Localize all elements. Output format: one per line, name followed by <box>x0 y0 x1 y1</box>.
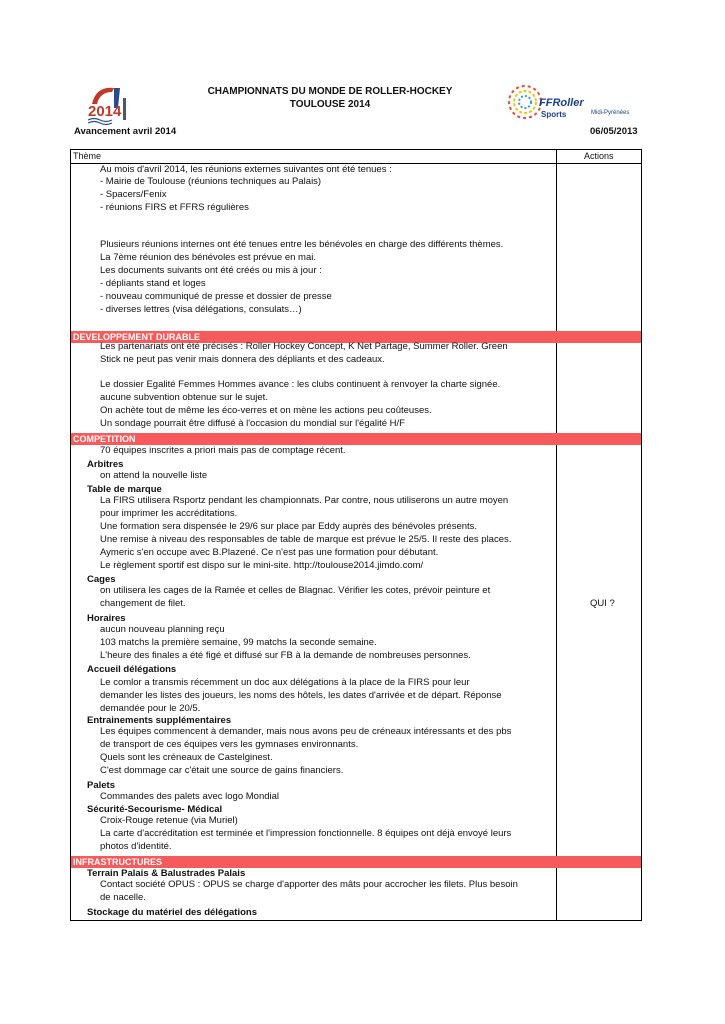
text-line: La carte d'accréditation est terminée et l'impression fonctionnelle. 8 équipes ont déjà envoyé leurs <box>100 828 512 839</box>
svg-text:Midi-Pyrénées: Midi-Pyrénées <box>591 110 630 116</box>
subsection-palets: Palets <box>87 780 115 791</box>
text-line: Croix-Rouge retenue (via Muriel) <box>100 815 238 826</box>
championship-2014-logo <box>84 82 134 128</box>
text-line: Stick ne peut pas venir mais donnera des dépliants et des cadeaux. <box>100 354 385 365</box>
text-line: Les équipes commencent à demander, mais nous avons peu de créneaux intéressants et des pbs <box>100 726 512 737</box>
section-header-competition: COMPETITION <box>71 433 641 445</box>
text-line: Une remise à niveau des responsables de table de marque est prévue le 25/5. Il reste des places. <box>100 534 512 545</box>
subsection-arbitres: Arbitres <box>87 459 124 470</box>
text-line: - nouveau communiqué de presse et dossier de presse <box>100 291 332 302</box>
text-line: Le comlor a transmis récemment un doc aux délégations à la place de la FIRS pour leur <box>100 677 470 688</box>
text-line: Les partenariats ont été précisés : Roller Hockey Concept, K Net Partage, Summer Roller. Green <box>100 341 508 352</box>
subsection-horaires: Horaires <box>87 613 126 624</box>
subsection-securite: Sécurité-Secourisme- Médical <box>87 804 223 815</box>
text-line: Aymeric s'en occupe avec B.Plazené. Ce n'est pas une formation pour débutant. <box>100 547 439 558</box>
svg-text:Sports: Sports <box>541 110 567 119</box>
text-line: 70 équipes inscrites a priori mais pas de comptage récent. <box>100 445 346 456</box>
text-line: Une formation sera dispensée le 29/6 sur place par Eddy auprès des bénévoles présents. <box>100 521 478 532</box>
theme-column-header: Thème <box>73 151 102 161</box>
subsection-accueil-delegations: Accueil délégations <box>87 664 177 675</box>
subsection-cages: Cages <box>87 574 116 585</box>
text-line: - réunions FIRS et FFRS régulières <box>100 202 249 213</box>
subsection-table-de-marque: Table de marque <box>87 484 162 495</box>
table-header-row <box>71 150 641 164</box>
text-line: demandée pour le 20/5. <box>100 703 201 714</box>
text-line: 103 matchs la première semaine, 99 matchs la seconde semaine. <box>100 637 377 648</box>
svg-text:2014: 2014 <box>88 103 122 120</box>
doc-title-line1: CHAMPIONNATS DU MONDE DE ROLLER-HOCKEY <box>207 86 453 97</box>
text-line: on utilisera les cages de la Ramée et celles de Blagnac. Vérifier les cotes, prévoir peinture et <box>100 585 491 596</box>
text-line: on attend la nouvelle liste <box>100 470 208 481</box>
subsection-terrain-palais: Terrain Palais & Balustrades Palais <box>87 868 246 879</box>
ffroller-logo <box>505 82 645 124</box>
text-line: - Mairie de Toulouse (réunions techniques au Palais) <box>100 176 322 187</box>
text-line: aucun nouveau planning reçu <box>100 624 225 635</box>
progress-label: Avancement avril 2014 <box>74 126 177 137</box>
section-header-developpement-durable: DEVELOPPEMENT DURABLE <box>71 331 641 343</box>
text-line: La FIRS utilisera Rsportz pendant les championnats. Par contre, nous utiliserons un autre moyen <box>100 495 509 506</box>
svg-text:FFRoller: FFRoller <box>539 97 584 109</box>
text-line: Plusieurs réunions internes ont été tenues entre les bénévoles en charge des différents thèmes. <box>100 239 504 250</box>
text-line: - Spacers/Fenix <box>100 189 167 200</box>
text-line: La 7ème réunion des bénévoles est prévue en mai. <box>100 252 316 263</box>
text-line: Le règlement sportif est dispo sur le mini-site. http://toulouse2014.jimdo.com/ <box>100 560 424 571</box>
text-line: - dépliants stand et loges <box>100 278 206 289</box>
subsection-entrainements: Entrainements supplémentaires <box>87 715 232 726</box>
text-line: Quels sont les créneaux de Castelginest. <box>100 752 273 763</box>
text-line: photos d'identité. <box>100 841 172 852</box>
doc-title-line2: TOULOUSE 2014 <box>289 99 371 110</box>
subsection-stockage: Stockage du matériel des délégations <box>87 907 257 918</box>
cages-action: QUI ? <box>590 598 615 609</box>
text-line: Le dossier Egalité Femmes Hommes avance : les clubs continuent à renvoyer la charte signée. <box>100 379 501 390</box>
text-line: de nacelle. <box>100 892 146 903</box>
text-line: changement de filet. <box>100 598 186 609</box>
text-line: - diverses lettres (visa délégations, consulats…) <box>100 304 302 315</box>
text-line: pour imprimer les accréditations. <box>100 508 238 519</box>
text-line: L'heure des finales a été figé et diffusé sur FB à la demande de nombreuses personnes. <box>100 650 471 661</box>
text-line: Contact société OPUS : OPUS se charge d'apporter des mâts pour accrocher les filets. Plus besoin <box>100 879 518 890</box>
text-line: Commandes des palets avec logo Mondial <box>100 791 280 802</box>
text-line: aucune subvention obtenue sur le sujet. <box>100 392 268 403</box>
text-line: On achète tout de même les éco-verres et on mène les actions peu coûteuses. <box>100 405 432 416</box>
text-line: C'est dommage car c'était une source de gains financiers. <box>100 765 344 776</box>
column-divider <box>556 150 557 920</box>
document-date: 06/05/2013 <box>590 126 638 137</box>
text-line: Les documents suivants ont été créés ou mis à jour : <box>100 265 322 276</box>
text-line: demander les listes des joueurs, les noms des hôtels, les dates d'arrivée et de départ. Réponse <box>100 690 502 701</box>
text-line: Un sondage pourrait être diffusé à l'occasion du mondial sur l'égalité H/F <box>100 418 405 429</box>
text-line: de transport de ces équipes vers les gymnases environnants. <box>100 739 359 750</box>
section-header-infrastructures: INFRASTRUCTURES <box>71 856 641 868</box>
progress-table <box>70 149 642 921</box>
actions-column-header: Actions <box>584 151 614 161</box>
text-line: Au mois d'avril 2014, les réunions externes suivantes ont été tenues : <box>100 164 392 175</box>
